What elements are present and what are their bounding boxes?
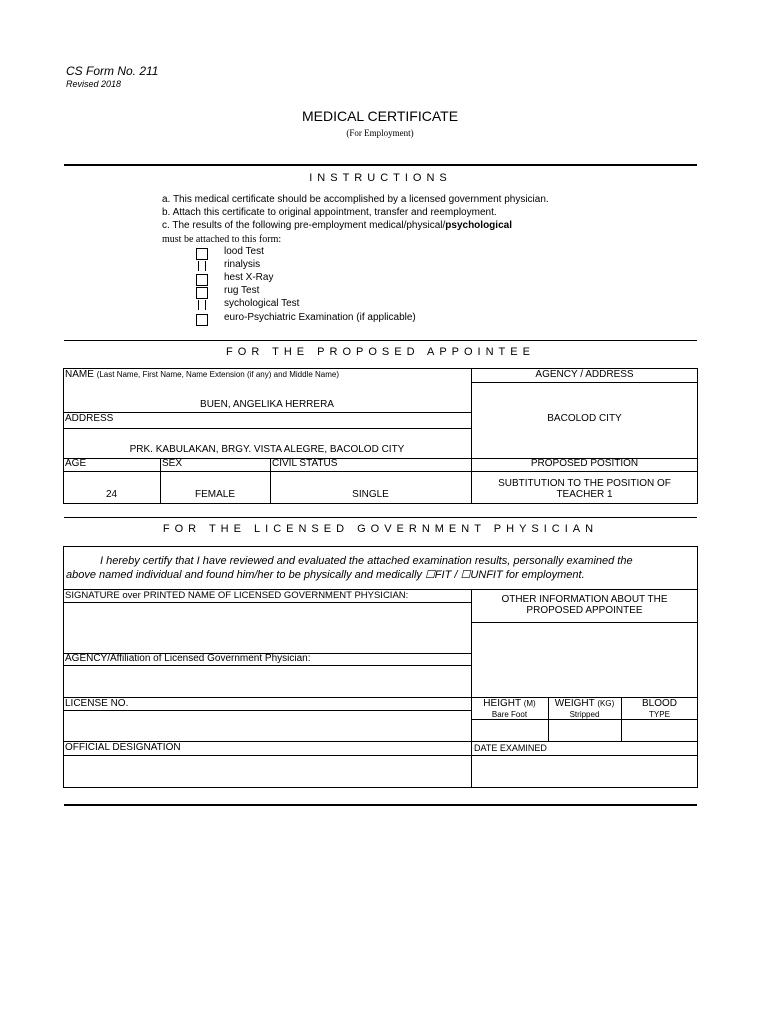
document-title: MEDICAL CERTIFICATE xyxy=(301,108,459,124)
table-divider xyxy=(471,589,472,788)
table-divider xyxy=(63,428,471,429)
certification-line1: I hereby certify that I have reviewed and evaluated the attached examination results, personally examined the xyxy=(100,555,633,567)
height-label: HEIGHT (M) xyxy=(483,698,536,709)
checkbox[interactable] xyxy=(196,314,208,326)
appointee-heading: FOR THE PROPOSED APPOINTEE xyxy=(226,346,535,358)
divider xyxy=(64,340,697,341)
weight-sub: Stripped xyxy=(569,710,600,719)
instructions-heading: INSTRUCTIONS xyxy=(309,172,452,184)
divider xyxy=(64,517,697,518)
other-info-line2: PROPOSED APPOINTEE xyxy=(526,605,643,616)
checkbox[interactable] xyxy=(196,287,208,299)
divider xyxy=(64,164,697,166)
weight-label: WEIGHT (KG) xyxy=(554,698,615,709)
table-divider xyxy=(471,382,698,383)
designation-label: OFFICIAL DESIGNATION xyxy=(65,742,181,753)
age-value[interactable]: 24 xyxy=(105,489,118,500)
blood-type-sub: TYPE xyxy=(649,710,670,719)
instruction-c-continued: must be attached to this form: xyxy=(162,234,282,245)
sex-label: SEX xyxy=(162,458,183,469)
civil-status-label: CIVIL STATUS xyxy=(272,458,338,469)
date-examined-label: DATE EXAMINED xyxy=(474,743,547,753)
certification-line2: above named individual and found him/her to be physically and medically ☐FIT / ☐UNFIT for employment. xyxy=(66,569,585,581)
instruction-a: a. This medical certificate should be accomplished by a licensed government physician. xyxy=(162,194,549,205)
instruction-c: c. The results of the following pre-employment medical/physical/psychological xyxy=(162,220,512,231)
table-divider xyxy=(63,602,471,603)
physician-heading: FOR THE LICENSED GOVERNMENT PHYSICIAN xyxy=(162,523,599,535)
table-divider xyxy=(63,471,698,472)
checkbox[interactable] xyxy=(198,300,206,310)
agency-value[interactable]: BACOLOD CITY xyxy=(547,413,622,424)
blood-type-label: BLOOD xyxy=(641,698,677,709)
position-label: PROPOSED POSITION xyxy=(530,458,639,469)
table-divider xyxy=(63,755,698,756)
address-label: ADDRESS xyxy=(65,413,114,424)
checkbox[interactable] xyxy=(196,248,208,260)
name-label: NAME (Last Name, First Name, Name Extension (if any) and Middle Name) xyxy=(65,369,339,380)
sex-value[interactable]: FEMALE xyxy=(194,489,235,500)
civil-status-value[interactable]: SINGLE xyxy=(352,489,389,500)
document-subtitle: (For Employment) xyxy=(346,128,414,138)
name-value[interactable]: BUEN, ANGELIKA HERRERA xyxy=(200,399,334,410)
form-number: CS Form No. 211 xyxy=(66,64,159,78)
position-value-line2[interactable]: TEACHER 1 xyxy=(556,489,613,500)
checkbox[interactable] xyxy=(198,261,206,271)
checkbox[interactable] xyxy=(196,274,208,286)
table-divider xyxy=(471,719,698,720)
physician-agency-label: AGENCY/Affiliation of Licensed Government Physician: xyxy=(65,653,311,664)
revision-note: Revised 2018 xyxy=(66,79,122,89)
instruction-b: b. Attach this certificate to original appointment, transfer and reemployment. xyxy=(162,207,497,218)
agency-label: AGENCY / ADDRESS xyxy=(535,369,634,380)
table-divider xyxy=(63,665,471,666)
license-label: LICENSE NO. xyxy=(65,698,129,709)
table-divider xyxy=(471,622,698,623)
age-label: AGE xyxy=(65,458,87,469)
table-divider xyxy=(63,710,471,711)
table-divider xyxy=(63,412,471,413)
position-value-line1[interactable]: SUBTITUTION TO THE POSITION OF xyxy=(498,478,671,489)
height-sub: Bare Foot xyxy=(491,710,528,719)
address-value[interactable]: PRK. KABULAKAN, BRGY. VISTA ALEGRE, BACOLOD CITY xyxy=(129,444,405,455)
signature-label: SIGNATURE over PRINTED NAME OF LICENSED GOVERNMENT PHYSICIAN: xyxy=(65,590,409,601)
other-info-line1: OTHER INFORMATION ABOUT THE xyxy=(501,594,668,605)
divider xyxy=(64,804,697,806)
